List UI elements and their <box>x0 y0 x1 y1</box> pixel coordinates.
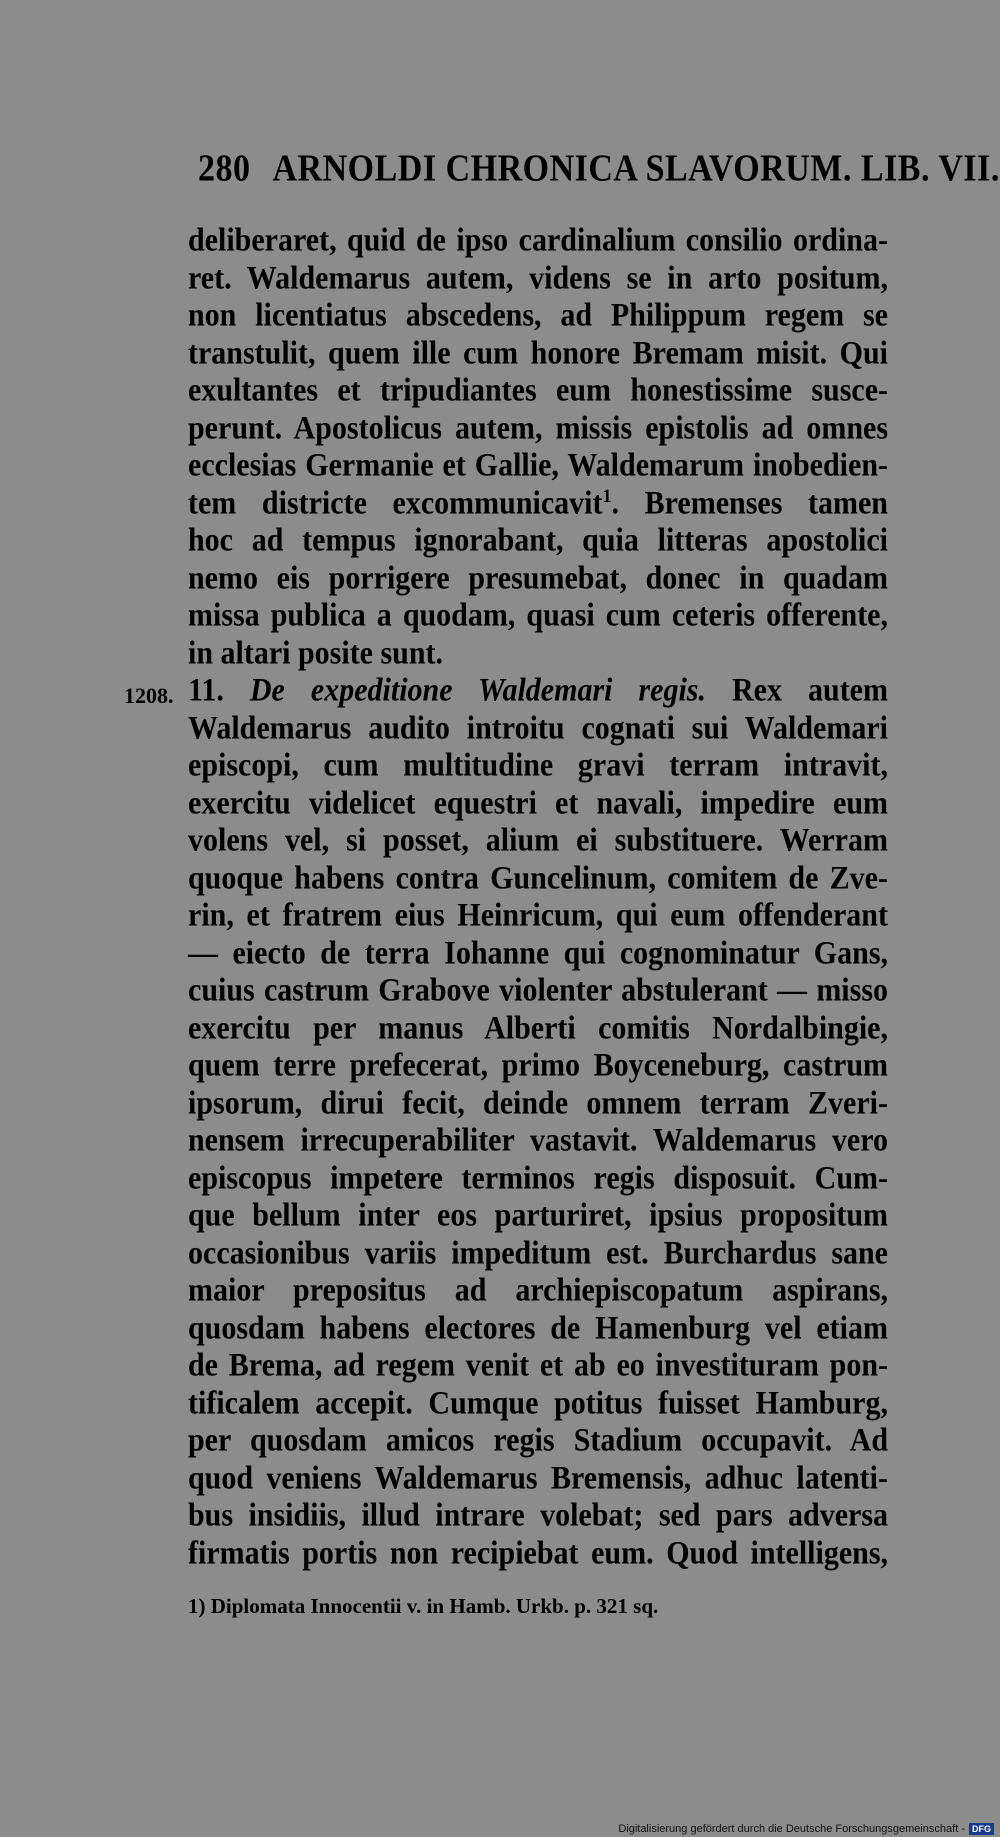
text-line: quosdam habens electores de Hamenburg vel etiam <box>188 1310 888 1346</box>
text-line: nemo eis porrigere presumebat, donec in quadam <box>188 560 888 596</box>
section-number: 11. <box>188 672 224 709</box>
text-line: exercitu per manus Alberti comitis Nordalbingie, <box>188 1010 888 1046</box>
text-line: transtulit, quem ille cum honore Bremam misit. Qui <box>188 335 888 371</box>
text-line-with-footnote-ref <box>188 483 888 524</box>
text-line: episcopus impetere terminos regis disposuit. Cum- <box>188 1160 888 1196</box>
text-line: de Brema, ad regem venit et ab eo investituram pon- <box>188 1347 888 1384</box>
text-line: que bellum inter eos parturiret, ipsius propositum <box>188 1197 888 1234</box>
text-line: ecclesias Germanie et Gallie, Waldemarum inobedien- <box>188 447 888 484</box>
line-text: . Bremenses tamen <box>611 485 888 521</box>
text-line: quoque habens contra Guncelinum, comitem de Zve- <box>188 860 888 896</box>
text-line: nensem irrecuperabiliter vastavit. Waldemarus vero <box>188 1122 888 1159</box>
text-line: tificalem accepit. Cumque potitus fuisset Hamburg, <box>188 1385 888 1421</box>
text-line: maior prepositus ad archiepiscopatum aspirans, <box>188 1272 888 1309</box>
text-line: exercitu videlicet equestri et navali, impedire eum <box>188 785 888 821</box>
text-line: per quosdam amicos regis Stadium occupavit. Ad <box>188 1422 888 1459</box>
text-line: episcopi, cum multitudine gravi terram intravit, <box>188 747 888 784</box>
text-line: hoc ad tempus ignorabant, quia litteras apostolici <box>188 522 888 559</box>
text-line: Waldemarus audito introitu cognati sui Waldemari <box>188 710 888 746</box>
text-line: exultantes et tripudiantes eum honestissime susce- <box>188 372 888 409</box>
text-line: cuius castrum Grabove violenter abstulerant — misso <box>188 972 888 1009</box>
text-line: firmatis portis non recipiebat eum. Quod intelligens, <box>188 1535 888 1571</box>
footnote: 1) Diplomata Innocentii v. in Hamb. Urkb. p. 321 sq. <box>188 1594 659 1618</box>
section-heading-line <box>188 671 888 712</box>
page-number: 280 <box>198 148 251 190</box>
text-line: perunt. Apostolicus autem, missis epistolis ad omnes <box>188 410 888 446</box>
text-line: quem terre prefecerat, primo Boyceneburg, castrum <box>188 1047 888 1084</box>
text-line: deliberaret, quid de ipso cardinalium consilio ordina- <box>188 222 888 259</box>
text-line: missa publica a quodam, quasi cum ceteris offerente, <box>188 597 888 634</box>
text-line: in altari posite sunt. <box>188 635 444 671</box>
body-text <box>188 222 888 1572</box>
line-text: Rex autem <box>705 672 888 709</box>
text-line: ipsorum, dirui fecit, deinde omnem terram Zveri- <box>188 1085 888 1121</box>
text-line: rin, et fratrem eius Heinricum, qui eum offenderant <box>188 897 888 934</box>
text-line: occasionibus variis impeditum est. Burchardus sane <box>188 1235 888 1271</box>
digitization-credit <box>618 1823 994 1835</box>
text-line: volens vel, si posset, alium ei substituere. Werram <box>188 822 888 859</box>
text-line: ret. Waldemarus autem, videns se in arto positum, <box>188 260 888 296</box>
credit-text: Digitalisierung gefördert durch die Deutsche Forschungsgemeinschaft - <box>618 1823 965 1835</box>
text-line: bus insidiis, illud intrare volebat; sed pars adversa <box>188 1497 888 1534</box>
text-line: non licentiatus abscedens, ad Philippum regem se <box>188 297 888 334</box>
text-line: quod veniens Waldemarus Bremensis, adhuc latenti- <box>188 1460 888 1496</box>
running-header <box>198 148 1000 191</box>
margin-year-note: 1208. <box>124 683 174 708</box>
line-text: tem districte excommunicavit <box>188 485 603 521</box>
footnote-ref: 1 <box>602 484 612 506</box>
dfg-logo: DFG <box>969 1823 994 1835</box>
running-title: ARNOLDI CHRONICA SLAVORUM. LIB. VII. <box>272 148 1000 190</box>
text-line: — eiecto de terra Iohanne qui cognominatur Gans, <box>188 935 888 971</box>
section-title: De expeditione Waldemari regis. <box>249 672 706 709</box>
